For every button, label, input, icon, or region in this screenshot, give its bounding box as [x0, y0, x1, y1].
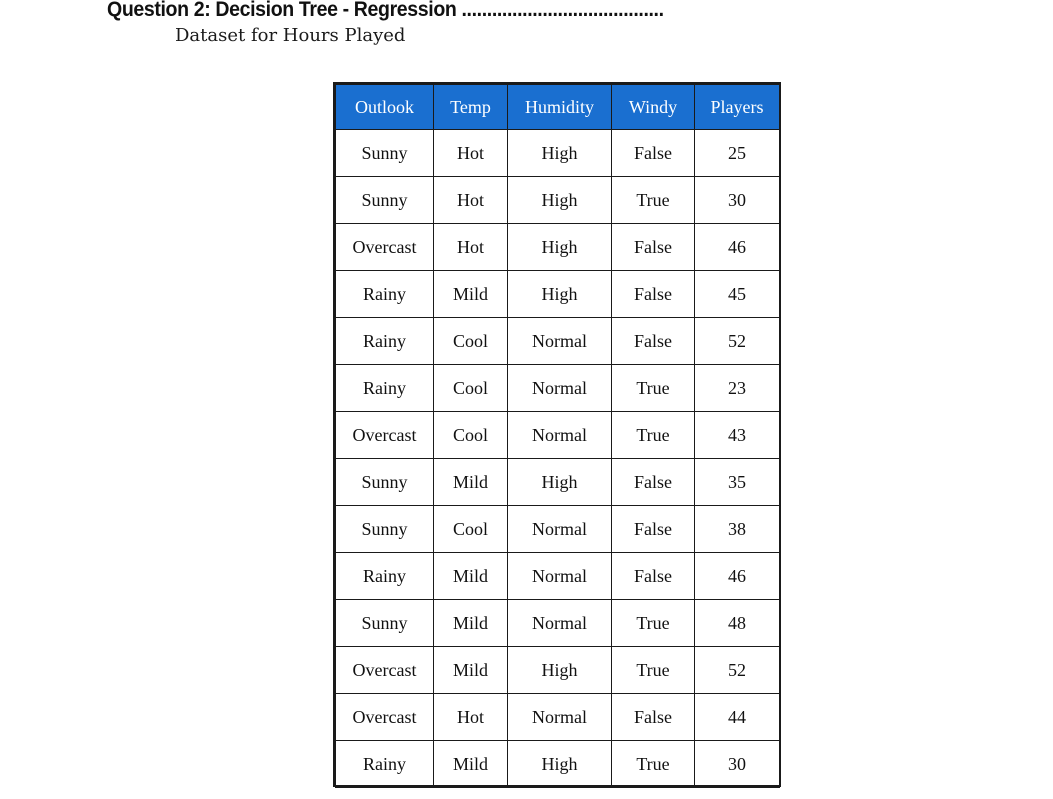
cell-windy: True	[612, 412, 695, 459]
cell-outlook: Overcast	[336, 694, 434, 741]
cell-temp: Mild	[434, 647, 508, 694]
column-header-outlook: Outlook	[336, 85, 434, 130]
cell-players: 46	[695, 553, 780, 600]
cell-outlook: Rainy	[336, 271, 434, 318]
cell-players: 23	[695, 365, 780, 412]
cell-humidity: Normal	[508, 318, 612, 365]
cell-temp: Cool	[434, 365, 508, 412]
cell-humidity: Normal	[508, 412, 612, 459]
question-heading: Question 2: Decision Tree - Regression ........................................	[107, 0, 664, 21]
table-row	[336, 647, 780, 694]
cell-humidity: High	[508, 271, 612, 318]
cell-outlook: Sunny	[336, 177, 434, 224]
cell-temp: Mild	[434, 553, 508, 600]
cell-windy: False	[612, 224, 695, 271]
table-row	[336, 318, 780, 365]
cell-humidity: High	[508, 177, 612, 224]
cell-temp: Mild	[434, 459, 508, 506]
column-header-windy: Windy	[612, 85, 695, 130]
dataset-table-frame	[333, 82, 781, 787]
cell-windy: True	[612, 365, 695, 412]
table-row	[336, 365, 780, 412]
cell-outlook: Rainy	[336, 553, 434, 600]
cell-outlook: Overcast	[336, 647, 434, 694]
cell-outlook: Rainy	[336, 365, 434, 412]
cell-outlook: Overcast	[336, 224, 434, 271]
cell-outlook: Sunny	[336, 130, 434, 177]
cell-windy: True	[612, 647, 695, 694]
cell-windy: False	[612, 271, 695, 318]
cell-humidity: High	[508, 130, 612, 177]
cell-windy: True	[612, 741, 695, 788]
cell-humidity: High	[508, 741, 612, 788]
cell-outlook: Sunny	[336, 506, 434, 553]
cell-outlook: Rainy	[336, 741, 434, 788]
cell-windy: False	[612, 553, 695, 600]
table-row	[336, 506, 780, 553]
cell-outlook: Sunny	[336, 459, 434, 506]
cell-humidity: Normal	[508, 694, 612, 741]
cell-temp: Cool	[434, 506, 508, 553]
cell-players: 44	[695, 694, 780, 741]
table-header	[336, 85, 780, 130]
cell-temp: Mild	[434, 600, 508, 647]
cell-temp: Cool	[434, 318, 508, 365]
cell-players: 35	[695, 459, 780, 506]
cell-humidity: Normal	[508, 600, 612, 647]
cell-temp: Mild	[434, 271, 508, 318]
cell-players: 30	[695, 177, 780, 224]
table-body	[336, 130, 780, 788]
cell-windy: False	[612, 130, 695, 177]
cell-players: 52	[695, 647, 780, 694]
table-row	[336, 600, 780, 647]
column-header-temp: Temp	[434, 85, 508, 130]
cell-players: 48	[695, 600, 780, 647]
cell-players: 45	[695, 271, 780, 318]
cell-windy: False	[612, 694, 695, 741]
cell-players: 52	[695, 318, 780, 365]
cell-humidity: High	[508, 224, 612, 271]
table-row	[336, 271, 780, 318]
cell-temp: Cool	[434, 412, 508, 459]
cell-humidity: Normal	[508, 506, 612, 553]
cell-humidity: Normal	[508, 553, 612, 600]
table-row	[336, 412, 780, 459]
cell-players: 38	[695, 506, 780, 553]
cell-players: 43	[695, 412, 780, 459]
table-row	[336, 553, 780, 600]
table-header-row	[336, 85, 780, 130]
table-row	[336, 741, 780, 788]
dataset-subtitle: Dataset for Hours Played	[175, 25, 406, 46]
cell-outlook: Sunny	[336, 600, 434, 647]
table-row	[336, 177, 780, 224]
cell-temp: Hot	[434, 177, 508, 224]
column-header-players: Players	[695, 85, 780, 130]
column-header-humidity: Humidity	[508, 85, 612, 130]
cell-temp: Hot	[434, 694, 508, 741]
cell-windy: False	[612, 318, 695, 365]
table-row	[336, 459, 780, 506]
cell-players: 25	[695, 130, 780, 177]
cell-players: 46	[695, 224, 780, 271]
cell-humidity: High	[508, 459, 612, 506]
cell-humidity: High	[508, 647, 612, 694]
cell-outlook: Overcast	[336, 412, 434, 459]
cell-windy: True	[612, 600, 695, 647]
cell-windy: False	[612, 459, 695, 506]
table-row	[336, 130, 780, 177]
cell-players: 30	[695, 741, 780, 788]
cell-outlook: Rainy	[336, 318, 434, 365]
dataset-table	[335, 84, 780, 788]
cell-temp: Hot	[434, 130, 508, 177]
cell-temp: Mild	[434, 741, 508, 788]
cell-temp: Hot	[434, 224, 508, 271]
table-row	[336, 224, 780, 271]
cell-windy: False	[612, 506, 695, 553]
table-row	[336, 694, 780, 741]
cell-windy: True	[612, 177, 695, 224]
cell-humidity: Normal	[508, 365, 612, 412]
